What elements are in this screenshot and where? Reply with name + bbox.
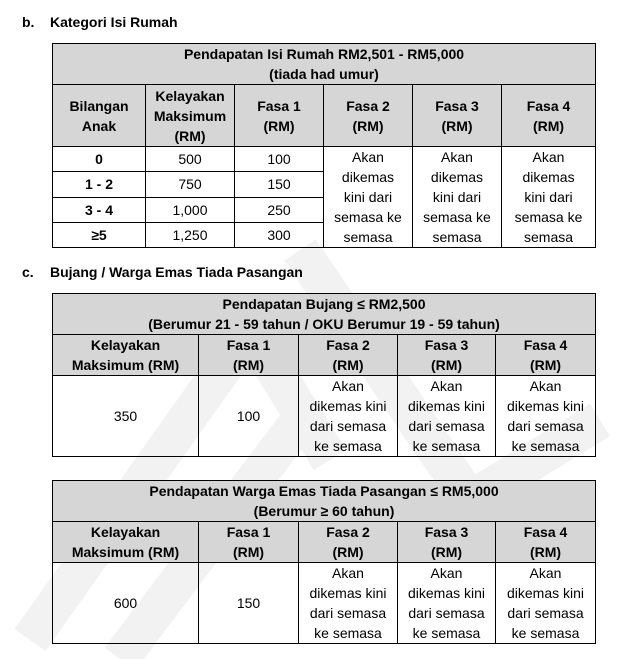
cell-fasa-3: Akan dikemas kini dari semasa ke semasa — [398, 376, 496, 457]
single-table — [52, 293, 596, 457]
header-fasa-1: Fasa 1 (RM) — [199, 335, 299, 376]
header-fasa-3: Fasa 3 (RM) — [398, 335, 496, 376]
cell-maksimum: 350 — [53, 376, 199, 457]
single-title-line2: (Berumur 21 - 59 tahun / OKU Berumur 19 - 59 tahun) — [148, 316, 500, 332]
cell-fasa-1: 100 — [235, 147, 324, 172]
section-c-letter: c. — [22, 264, 34, 280]
header-fasa-1: Fasa 1 (RM) — [235, 85, 324, 147]
household-table-title — [53, 44, 596, 85]
elderly-title-line2: (Berumur ≥ 60 tahun) — [253, 503, 395, 519]
cell-maksimum: 1,000 — [146, 197, 235, 222]
section-b-letter: b. — [22, 14, 35, 30]
household-title-line2: (tiada had umur) — [269, 66, 379, 82]
cell-fasa-1: 150 — [199, 563, 299, 644]
cell-fasa-2: Akan dikemas kini dari semasa ke semasa — [299, 563, 398, 644]
header-kelayakan-maksimum: Kelayakan Maksimum (RM) — [146, 85, 235, 147]
header-fasa-4: Fasa 4 (RM) — [496, 335, 596, 376]
cell-maksimum: 1,250 — [146, 222, 235, 247]
table-row — [53, 563, 596, 644]
single-title-line1: Pendapatan Bujang ≤ RM2,500 — [222, 296, 426, 312]
header-fasa-3: Fasa 3 (RM) — [398, 522, 496, 563]
section-b-heading — [22, 14, 178, 30]
cell-fasa-1: 100 — [199, 376, 299, 457]
section-b-title: Kategori Isi Rumah — [50, 14, 178, 30]
cell-fasa-3: Akan dikemas kini dari semasa ke semasa — [413, 147, 502, 248]
cell-maksimum: 750 — [146, 172, 235, 197]
table-row — [53, 376, 596, 457]
header-fasa-4: Fasa 4 (RM) — [502, 85, 596, 147]
header-fasa-2: Fasa 2 (RM) — [324, 85, 413, 147]
cell-fasa-2: Akan dikemas kini dari semasa ke semasa — [324, 147, 413, 248]
cell-fasa-4: Akan dikemas kini dari semasa ke semasa — [496, 563, 596, 644]
cell-fasa-4: Akan dikemas kini dari semasa ke semasa — [502, 147, 596, 248]
elderly-table-title — [53, 481, 596, 522]
household-title-line1: Pendapatan Isi Rumah RM2,501 - RM5,000 — [183, 46, 465, 62]
header-fasa-2: Fasa 2 (RM) — [299, 522, 398, 563]
cell-fasa-4: Akan dikemas kini dari semasa ke semasa — [496, 376, 596, 457]
elderly-table — [52, 480, 596, 644]
cell-maksimum: 500 — [146, 147, 235, 172]
cell-fasa-1: 300 — [235, 222, 324, 247]
header-fasa-4: Fasa 4 (RM) — [496, 522, 596, 563]
header-kelayakan-maksimum: Kelayakan Maksimum (RM) — [53, 335, 199, 376]
cell-anak: 1 - 2 — [53, 172, 146, 197]
cell-fasa-3: Akan dikemas kini dari semasa ke semasa — [398, 563, 496, 644]
cell-fasa-1: 250 — [235, 197, 324, 222]
cell-anak: ≥5 — [53, 222, 146, 247]
table-row — [53, 147, 596, 172]
cell-anak: 3 - 4 — [53, 197, 146, 222]
header-fasa-1: Fasa 1 (RM) — [199, 522, 299, 563]
header-fasa-2: Fasa 2 (RM) — [299, 335, 398, 376]
cell-maksimum: 600 — [53, 563, 199, 644]
section-c-title: Bujang / Warga Emas Tiada Pasangan — [50, 264, 303, 280]
household-table — [52, 43, 596, 248]
section-c-heading — [22, 264, 303, 280]
cell-fasa-2: Akan dikemas kini dari semasa ke semasa — [299, 376, 398, 457]
elderly-title-line1: Pendapatan Warga Emas Tiada Pasangan ≤ RM5,000 — [149, 483, 499, 499]
single-table-title — [53, 294, 596, 335]
cell-anak: 0 — [53, 147, 146, 172]
cell-fasa-1: 150 — [235, 172, 324, 197]
header-fasa-3: Fasa 3 (RM) — [413, 85, 502, 147]
header-kelayakan-maksimum: Kelayakan Maksimum (RM) — [53, 522, 199, 563]
header-bilangan-anak: Bilangan Anak — [53, 85, 146, 147]
